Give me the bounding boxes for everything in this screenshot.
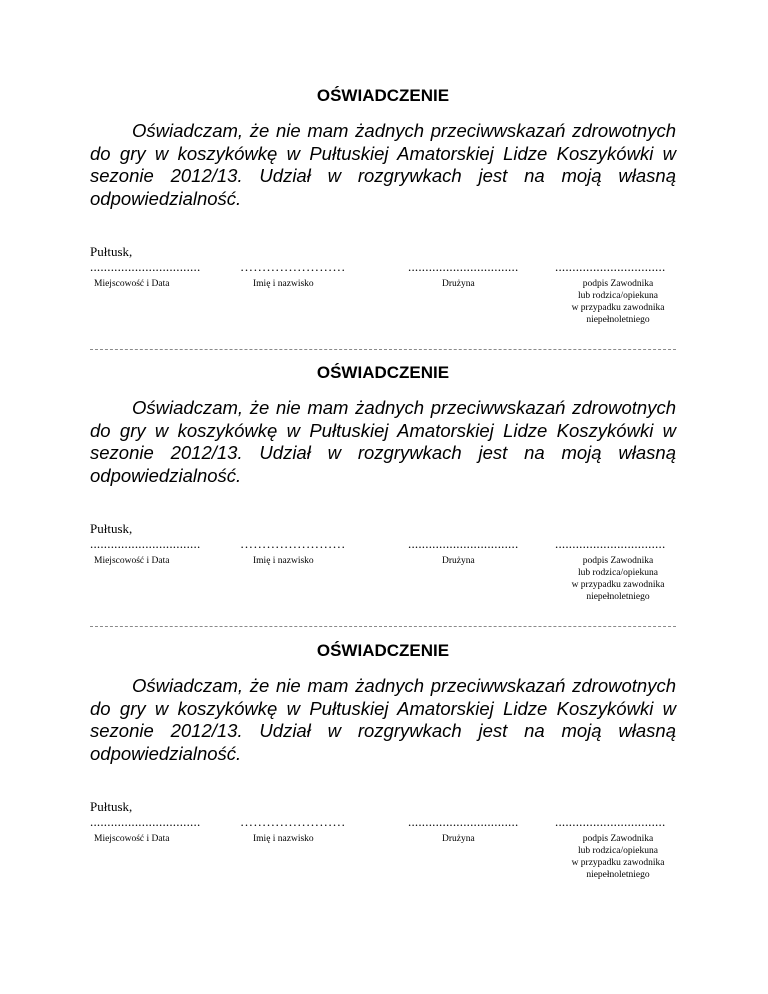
caption-signature-line-3: w przypadku zawodnika — [571, 858, 665, 868]
caption-signature-line-1: podpis Zawodnika — [582, 556, 654, 566]
place-label: Pułtusk, — [90, 799, 133, 814]
team-dots: ................................ — [408, 814, 519, 829]
caption-signature-line-4: niepełnoletniego — [586, 870, 650, 880]
declaration-title: OŚWIADCZENIE — [316, 363, 450, 382]
caption-signature — [562, 833, 674, 881]
caption-place-date: Miejscowość i Data — [94, 834, 170, 844]
caption-signature-line-2: lub rodzica/opiekuna — [578, 568, 658, 578]
place-label: Pułtusk, — [90, 244, 133, 259]
caption-team: Drużyna — [442, 556, 475, 566]
caption-signature-line-3: w przypadku zawodnika — [571, 580, 665, 590]
declaration-statement: Oświadczam, że nie mam żadnych przeciwwskazań zdrowotnych do gry w koszykówkę w Pułtuskiej Amatorskiej Lidze Koszykówki w sezonie 2012/13. Udział w rozgrywkach jest na moją własną odpowiedzialność. — [90, 120, 676, 209]
caption-team: Drużyna — [442, 834, 475, 844]
signature-dots: ................................ — [555, 814, 666, 829]
caption-signature-line-4: niepełnoletniego — [586, 592, 650, 602]
declaration-statement: Oświadczam, że nie mam żadnych przeciwwskazań zdrowotnych do gry w koszykówkę w Pułtuskiej Amatorskiej Lidze Koszykówki w sezonie 2012/13. Udział w rozgrywkach jest na moją własną odpowiedzialność. — [90, 675, 676, 764]
place-date-dots: ................................ — [90, 259, 201, 274]
caption-signature-line-2: lub rodzica/opiekuna — [578, 291, 658, 301]
caption-signature-line-1: podpis Zawodnika — [582, 279, 654, 289]
caption-name: Imię i nazwisko — [253, 834, 314, 844]
caption-signature — [562, 555, 674, 603]
caption-signature-line-2: lub rodzica/opiekuna — [578, 846, 658, 856]
caption-place-date: Miejscowość i Data — [94, 556, 170, 566]
name-dots: …………………… — [240, 536, 346, 551]
place-date-dots: ................................ — [90, 814, 201, 829]
caption-signature-line-3: w przypadku zawodnika — [571, 303, 665, 313]
team-dots: ................................ — [408, 259, 519, 274]
name-dots: …………………… — [240, 259, 346, 274]
name-dots: …………………… — [240, 814, 346, 829]
caption-place-date: Miejscowość i Data — [94, 279, 170, 289]
cut-line-2 — [90, 626, 676, 627]
caption-signature-line-1: podpis Zawodnika — [582, 834, 654, 844]
declaration-title: OŚWIADCZENIE — [316, 86, 450, 105]
declaration-title: OŚWIADCZENIE — [316, 641, 450, 660]
cut-line-1 — [90, 349, 676, 350]
signature-dots: ................................ — [555, 536, 666, 551]
caption-signature — [562, 278, 674, 326]
signature-dots: ................................ — [555, 259, 666, 274]
caption-team: Drużyna — [442, 279, 475, 289]
caption-name: Imię i nazwisko — [253, 556, 314, 566]
declaration-statement: Oświadczam, że nie mam żadnych przeciwwskazań zdrowotnych do gry w koszykówkę w Pułtuskiej Amatorskiej Lidze Koszykówki w sezonie 2012/13. Udział w rozgrywkach jest na moją własną odpowiedzialność. — [90, 397, 676, 486]
caption-signature-line-4: niepełnoletniego — [586, 315, 650, 325]
place-label: Pułtusk, — [90, 521, 133, 536]
place-date-dots: ................................ — [90, 536, 201, 551]
team-dots: ................................ — [408, 536, 519, 551]
caption-name: Imię i nazwisko — [253, 279, 314, 289]
